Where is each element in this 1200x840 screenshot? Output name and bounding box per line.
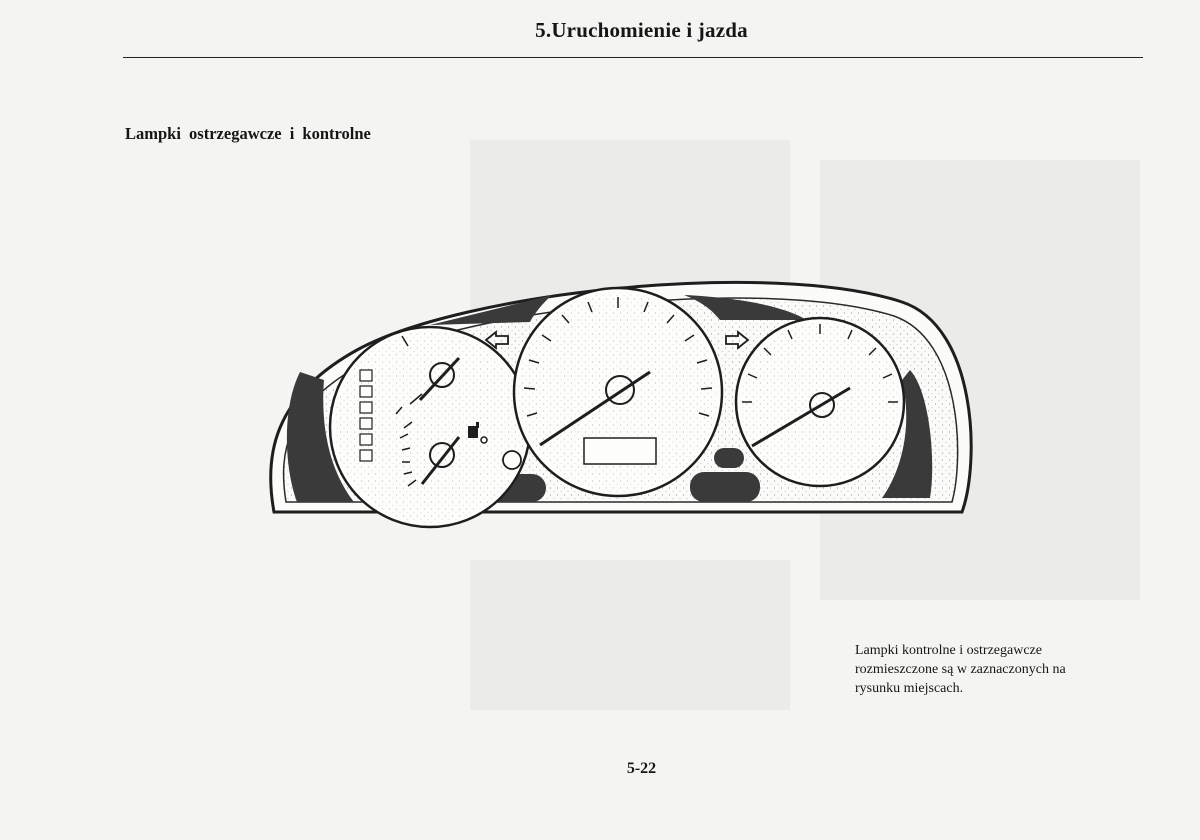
page-title: 5.Uruchomienie i jazda: [535, 18, 748, 42]
odometer-display: [584, 438, 656, 464]
section-heading: Lampki ostrzegawcze i kontrolne: [125, 124, 371, 143]
page-number: 5-22: [626, 760, 657, 777]
lamp-zone-bottom-mid: [690, 472, 760, 502]
header-rule: [123, 57, 1143, 58]
caption-line: rysunku miejscach.: [855, 681, 964, 696]
figure-caption: [855, 641, 1120, 698]
caption-line: Lampki kontrolne i ostrzegawcze: [855, 643, 1042, 658]
lamp-zone-small: [714, 448, 744, 468]
caption-line: rozmieszczone są w zaznaczonych na: [855, 662, 1066, 677]
page-header: [0, 18, 1200, 48]
show-through-block: [470, 560, 790, 710]
instrument-cluster-diagram: [262, 262, 974, 530]
reset-knob: [503, 451, 521, 469]
